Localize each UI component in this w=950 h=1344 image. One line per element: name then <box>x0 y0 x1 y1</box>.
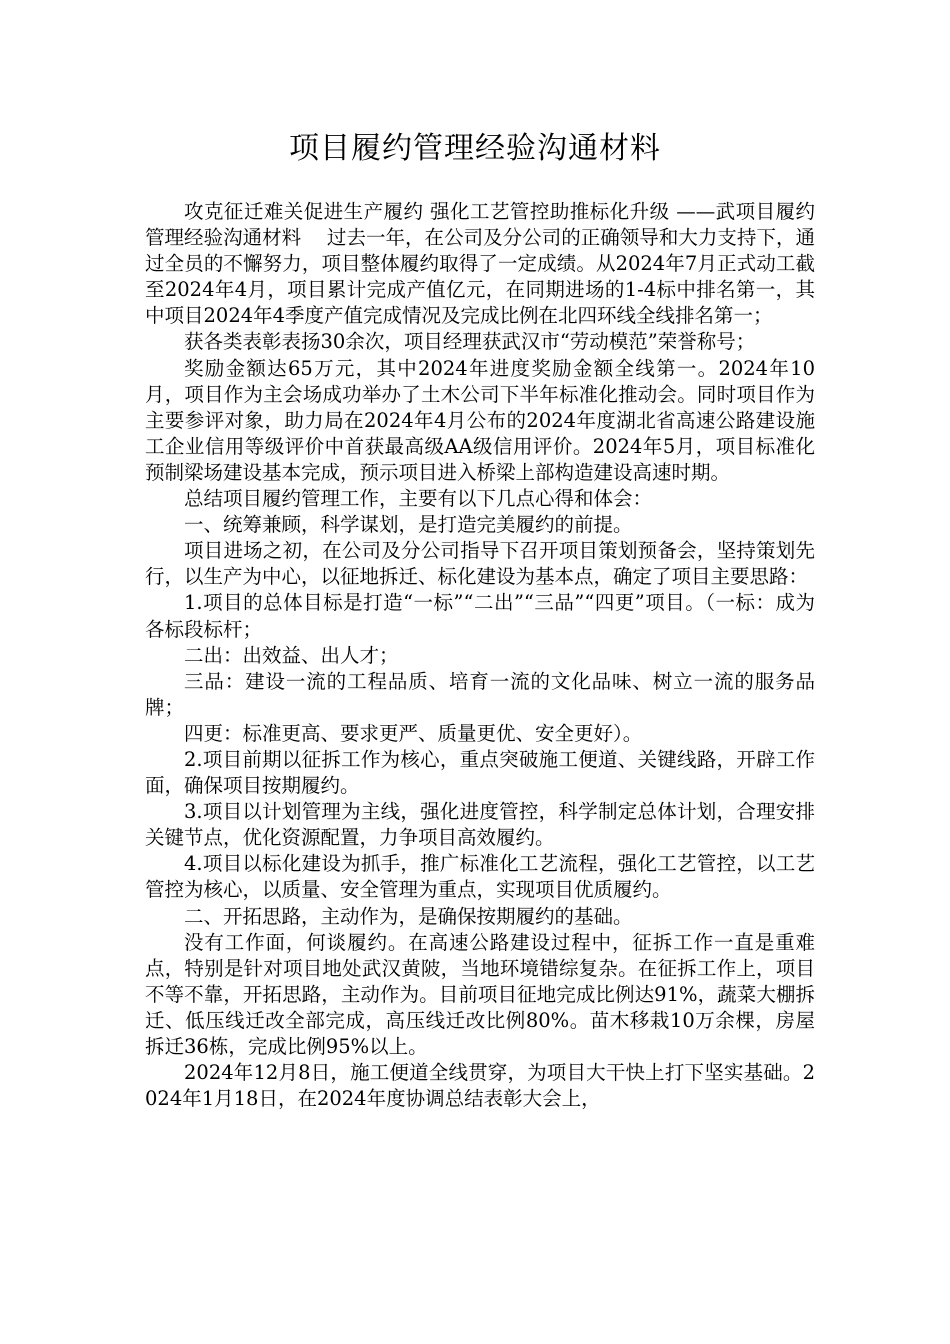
list-item-1-sigeng: 四更：标准更高、要求更严、质量更优、安全更好）。 <box>184 721 643 745</box>
paragraph-awards: 获各类表彰表扬30余次，项目经理获武汉市“劳动模范”荣誉称号； <box>184 330 756 354</box>
list-item-2: 2.项目前期以征拆工作为核心，重点突破施工便道、关键线路，开辟工作面，确保项目按期履约。 <box>145 747 815 798</box>
section-heading-2: 二、开拓思路，主动作为，是确保按期履约的基础。 <box>184 904 633 928</box>
paragraph-access-road: 2024年12月8日，施工便道全线贯穿，为项目大干快上打下坚实基础。2024年1月18日，在2024年度协调总结表彰大会上， <box>145 1061 815 1111</box>
paragraph-intro: 攻克征迁难关促进生产履约 强化工艺管控助推标化升级 ——武项目履约管理经验沟通材料 过去一年，在公司及分公司的正确领导和大力支持下，通过全员的不懈努力，项目整体履约取得了一定成绩。从2024年7月正式动工截至2024年4月，项目累计完成产值亿元，在同期进场的1-4标中排名第一，其中项目2024年4季度产值完成情况及完成比例在北四环线全线排名第一； <box>145 200 815 328</box>
document-title: 项目履约管理经验沟通材料 <box>289 131 661 166</box>
list-item-4: 4.项目以标化建设为抓手，推广标准化工艺流程，强化工艺管控，以工艺管控为核心，以质量、安全管理为重点，实现项目优质履约。 <box>145 852 815 902</box>
list-item-3: 3.项目以计划管理为主线，强化进度管控，科学制定总体计划，合理安排关键节点，优化资源配置，力争项目高效履约。 <box>145 800 815 850</box>
document-body <box>145 199 815 1112</box>
paragraph-planning: 项目进场之初，在公司及分公司指导下召开项目策划预备会，坚持策划先行，以生产为中心，以征地拆迁、标化建设为基本点，确定了项目主要思路： <box>145 539 815 589</box>
paragraph-bonus: 奖励金额达65万元，其中2024年进度奖励金额全线第一。2024年10月，项目作为主会场成功举办了土木公司下半年标准化推动会。同时项目作为主要参评对象，助力局在2024年4月公布的2024年度湖北省高速公路建设施工企业信用等级评价中首获最高级AA级信用评价。2024年5月，项目标准化预制梁场建设基本完成，预示项目进入桥梁上部构造建设高速时期。 <box>145 356 815 484</box>
paragraph-demolition: 没有工作面，何谈履约。在高速公路建设过程中，征拆工作一直是重难点，特别是针对项目地处武汉黄陂，当地环境错综复杂。在征拆工作上，项目不等不靠，开拓思路，主动作为。目前项目征地完成比例达91%，蔬菜大棚拆迁、低压线迁改全部完成，高压线迁改比例80%。苗木移栽10万余棵，房屋拆迁36栋，完成比例95%以上。 <box>145 930 815 1058</box>
section-heading-1: 一、统筹兼顾，科学谋划，是打造完美履约的前提。 <box>184 513 633 537</box>
list-item-1-erchu: 二出：出效益、出人才； <box>184 643 399 667</box>
paragraph-summary-lead: 总结项目履约管理工作，主要有以下几点心得和体会： <box>184 487 653 511</box>
list-item-1-sanpin: 三品：建设一流的工程品质、培育一流的文化品味、树立一流的服务品牌； <box>145 669 815 719</box>
list-item-1: 1.项目的总体目标是打造“一标”“二出”“三品”“四更”项目。（一标：成为各标段标杆； <box>145 591 815 641</box>
